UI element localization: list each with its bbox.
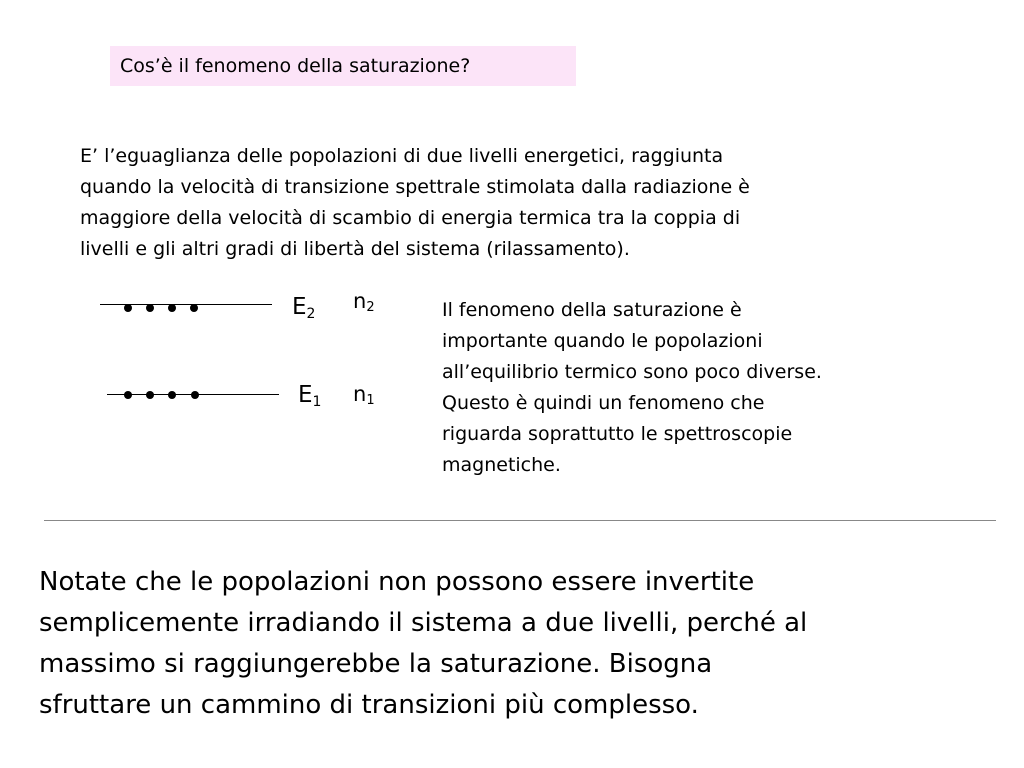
title-box — [110, 46, 576, 86]
side-note-line: all’equilibrio termico sono poco diverse. — [442, 361, 822, 383]
upper-level-label: $E_2$ — [292, 294, 316, 322]
upper-particle-dot — [190, 304, 198, 312]
upper-particle-dot — [168, 304, 176, 312]
side-note-line: magnetiche. — [442, 454, 561, 476]
upper-particle-dot — [124, 304, 132, 312]
lower-level-label: $E_1$ — [298, 382, 322, 410]
lower-particle-dot — [146, 391, 154, 399]
upper-population-label: $n_2$ — [353, 289, 375, 315]
note-line: semplicemente irradiando il sistema a due livelli, perché al — [39, 608, 808, 638]
side-note-line: importante quando le popolazioni — [442, 330, 763, 352]
side-note-line: Questo è quindi un fenomeno che — [442, 392, 765, 414]
definition-line: E’ l’eguaglianza delle popolazioni di due livelli energetici, raggiunta — [80, 145, 724, 167]
lower-particle-dot — [191, 391, 199, 399]
lower-particle-dot — [168, 391, 176, 399]
note-line: sfruttare un cammino di transizioni più complesso. — [39, 690, 699, 720]
note-line: Notate che le popolazioni non possono essere invertite — [39, 567, 755, 597]
definition-text — [80, 141, 920, 265]
lower-particle-dot — [124, 391, 132, 399]
section-divider — [44, 520, 996, 521]
definition-line: quando la velocità di transizione spettrale stimolata dalla radiazione è — [80, 176, 750, 198]
definition-line: maggiore della velocità di scambio di energia termica tra la coppia di — [80, 207, 741, 229]
slide-title: Cos’è il fenomeno della saturazione? — [120, 55, 471, 77]
definition-line: livelli e gli altri gradi di libertà del sistema (rilassamento). — [80, 238, 630, 260]
upper-particle-dot — [146, 304, 154, 312]
bottom-note-text — [39, 562, 999, 726]
note-line: massimo si raggiungerebbe la saturazione. Bisogna — [39, 649, 713, 679]
side-note-line: riguarda soprattutto le spettroscopie — [442, 423, 793, 445]
side-note-text — [442, 295, 922, 481]
lower-population-label: $n_1$ — [353, 382, 375, 408]
side-note-line: Il fenomeno della saturazione è — [442, 299, 742, 321]
